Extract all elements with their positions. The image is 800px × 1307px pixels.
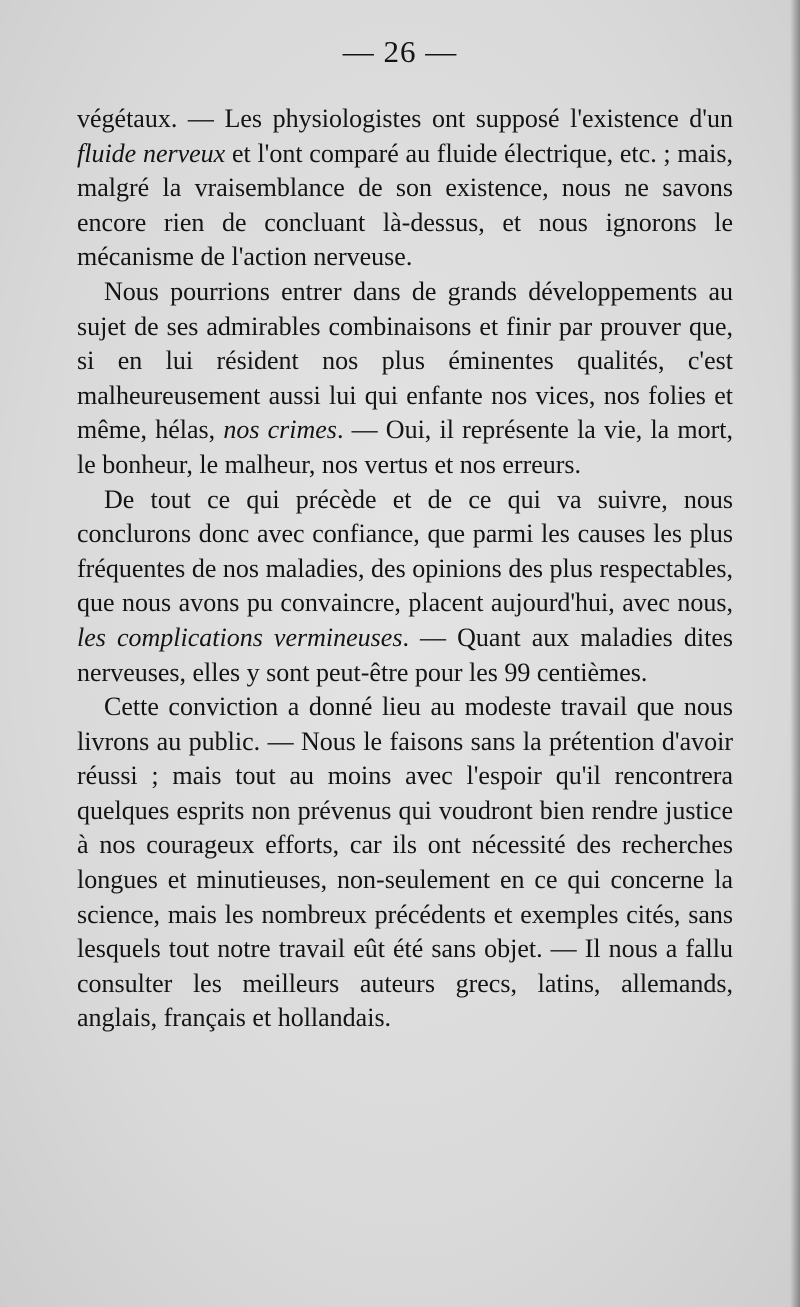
- text-segment: et l'ont comparé au fluide électrique, etc. ; mais, malgré la vraisemblance de son existence, nous ne savons encore rien de concluant là-dessus, et nous ignorons le mécanisme de l'action nerveuse.: [77, 138, 733, 272]
- italic-text-segment: nos crimes: [223, 415, 337, 445]
- page-edge-shadow: [790, 0, 800, 1307]
- text-segment: De tout ce qui précède et de ce qui va suivre, nous conclurons donc avec confiance, que parmi les causes les plus fréquentes de nos maladies, des opinions des plus respectables, que nous avons pu convaincre, placent aujourd'hui, avec nous,: [77, 484, 733, 618]
- paragraph: [77, 483, 733, 691]
- text-segment: Cette conviction a donné lieu au modeste travail que nous livrons au public. — Nous le faisons sans la prétention d'avoir réussi ; mais tout au moins avec l'espoir qu'il rencontrera quelques esprits non prévenus qui voudront bien rendre justice à nos courageux efforts, car ils ont nécessité des recherches longues et minutieuses, non-seulement en ce qui concerne la science, mais les nombreux précédents et exemples cités, sans lesquels tout notre travail eût été sans objet. — Il nous a fallu consulter les meilleurs auteurs grecs, latins, allemands, anglais, français et hollandais.: [77, 692, 733, 1033]
- paragraph: [77, 275, 733, 483]
- body-text: [77, 102, 733, 1036]
- text-segment: . — Quant aux maladies dites nerveuses, elles y sont peut-être pour les 99 centièmes.: [77, 622, 733, 687]
- paragraph: [77, 102, 733, 275]
- italic-text-segment: fluide nerveux: [77, 138, 226, 168]
- text-segment: végétaux. — Les physiologistes ont supposé l'existence d'un: [77, 104, 733, 133]
- text-segment: . — Oui, il représente la vie, la mort, le bonheur, le malheur, nos vertus et nos erreurs.: [77, 415, 734, 479]
- paragraph: [77, 690, 733, 1036]
- italic-text-segment: les complications vermineuses: [77, 622, 403, 652]
- page-number: — 26 —: [342, 34, 458, 69]
- text-segment: Nous pourrions entrer dans de grands développements au sujet de ses admirables combinaisons et finir par prouver que, si en lui résident nos plus éminentes qualités, c'est malheureusement aussi lui qui enfante nos vices, nos folies et même, hélas,: [77, 276, 733, 445]
